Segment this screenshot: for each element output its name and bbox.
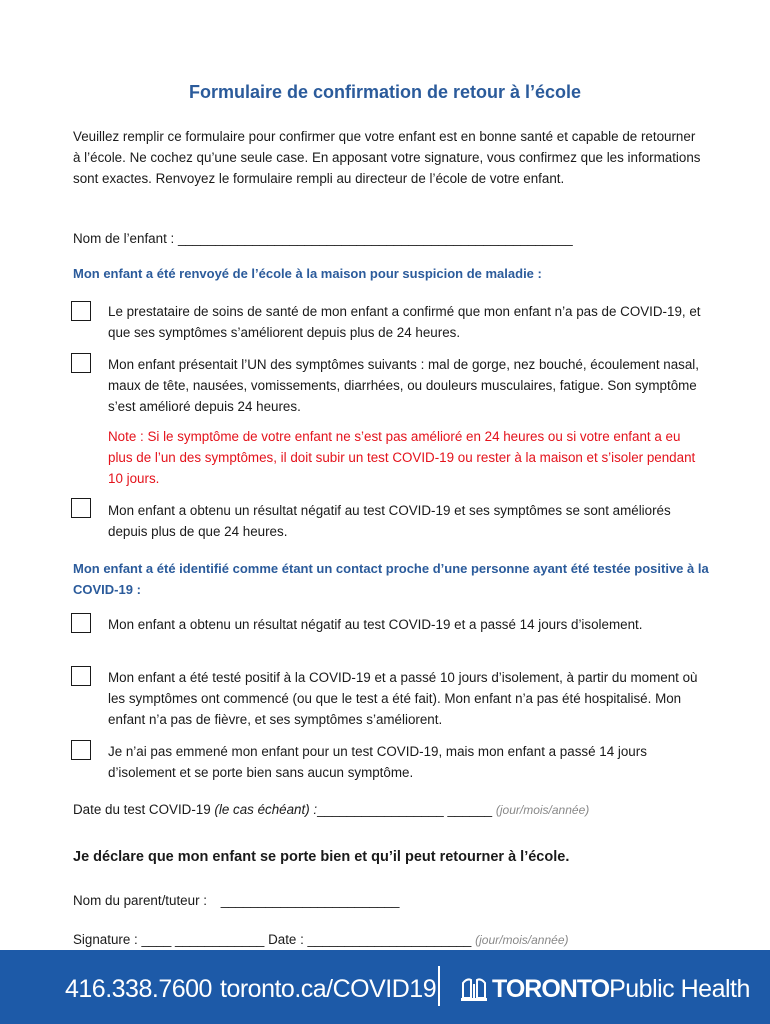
checkbox-s1-option3[interactable]: [71, 498, 91, 518]
s2-option2-label: Mon enfant a été testé positif à la COVID-19 et a passé 10 jours d’isolement, à partir du moment où les symptômes ont commencé (ou que le test a été fait). Mon enfant n’a pas été hospitalisé. Mon enfant n’a pas de fièvre, et ses symptômes s’améliorent.: [108, 670, 698, 727]
section2-heading: Mon enfant a été identifié comme étant un contact proche d’une personne ayant été testée positive à la COVID-19 :: [73, 561, 709, 597]
declaration: Je déclare que mon enfant se porte bien et qu’il peut retourner à l’école.: [73, 849, 570, 865]
intro-paragraph: Veuillez remplir ce formulaire pour confirmer que votre enfant est en bonne santé et capable de retourner à l’école. Ne cochez qu’une seule case. En apposant votre signature, vous confirmez que les informations sont exactes. Renvoyez le formulaire rempli au directeur de l’école de votre enfant.: [73, 129, 701, 186]
footer-brand-bold: TORONTO: [492, 975, 610, 1003]
checkbox-s2-option1[interactable]: [71, 613, 91, 633]
s1-option1-label: Le prestataire de soins de santé de mon enfant a confirmé que mon enfant n’a pas de COVID-19, et que ses symptômes s’améliorent depuis plus de 24 heures.: [108, 304, 701, 340]
s2-option3-label: Je n’ai pas emmené mon enfant pour un test COVID-19, mais mon enfant a passé 14 jours d’isolement et se porte bien sans aucun symptôme.: [108, 744, 647, 780]
test-date-hint: (jour/mois/année): [495, 803, 590, 817]
child-name-field[interactable]: Nom de l’enfant : _____________________________________________________: [73, 231, 573, 246]
footer-brand-rest: Public Health: [609, 975, 750, 1003]
test-date-line[interactable]: [73, 799, 589, 821]
signature-hint: (jour/mois/année): [475, 933, 569, 947]
parent-name-line[interactable]: [73, 890, 399, 911]
test-date-qualifier: (le cas échéant) :: [214, 802, 318, 817]
note-text: Note : Si le symptôme de votre enfant ne s’est pas amélioré en 24 heures ou si votre enfant a eu plus de l’un des symptômes, il doit subir un test COVID-19 ou rester à la maison et s’isoler pendant 10 jours.: [108, 429, 696, 486]
parent-name-blank[interactable]: ________________________: [220, 893, 400, 908]
footer-separator: [438, 966, 440, 1006]
test-date-label: Date du test COVID-19: [73, 802, 215, 817]
signature-text[interactable]: Signature : ____ ____________ Date : ______________________: [73, 932, 472, 947]
test-date-blank[interactable]: _________________ ______: [317, 802, 493, 817]
checkbox-s2-option2[interactable]: [71, 666, 91, 686]
checkbox-s1-option1[interactable]: [71, 301, 91, 321]
s1-option2-label: Mon enfant présentait l’UN des symptômes suivants : mal de gorge, nez bouché, écoulement nasal, maux de tête, nausées, vomissements, diarrhées, ou douleurs musculaires, fatigue. Son symptôme s’est amélioré depuis 24 heures.: [108, 357, 699, 414]
footer-banner: [0, 950, 770, 1024]
parent-name-label: Nom du parent/tuteur :: [73, 893, 207, 908]
checkbox-s2-option3[interactable]: [71, 740, 91, 760]
footer-brand: [492, 975, 750, 1004]
checkbox-s1-option2[interactable]: [71, 353, 91, 373]
footer-url: toronto.ca/COVID19: [220, 975, 437, 1003]
footer-phone: 416.338.7600: [65, 975, 212, 1003]
form-title: Formulaire de confirmation de retour à l’école: [188, 82, 582, 102]
s1-option3-label: Mon enfant a obtenu un résultat négatif au test COVID-19 et ses symptômes se sont améliorés depuis plus de que 24 heures.: [108, 503, 671, 539]
signature-line[interactable]: [73, 929, 568, 951]
s2-option1-label: Mon enfant a obtenu un résultat négatif au test COVID-19 et a passé 14 jours d’isolement.: [108, 617, 643, 632]
section1-heading: Mon enfant a été renvoyé de l’école à la maison pour suspicion de maladie :: [73, 266, 542, 281]
city-hall-logo-icon: [460, 974, 488, 1002]
